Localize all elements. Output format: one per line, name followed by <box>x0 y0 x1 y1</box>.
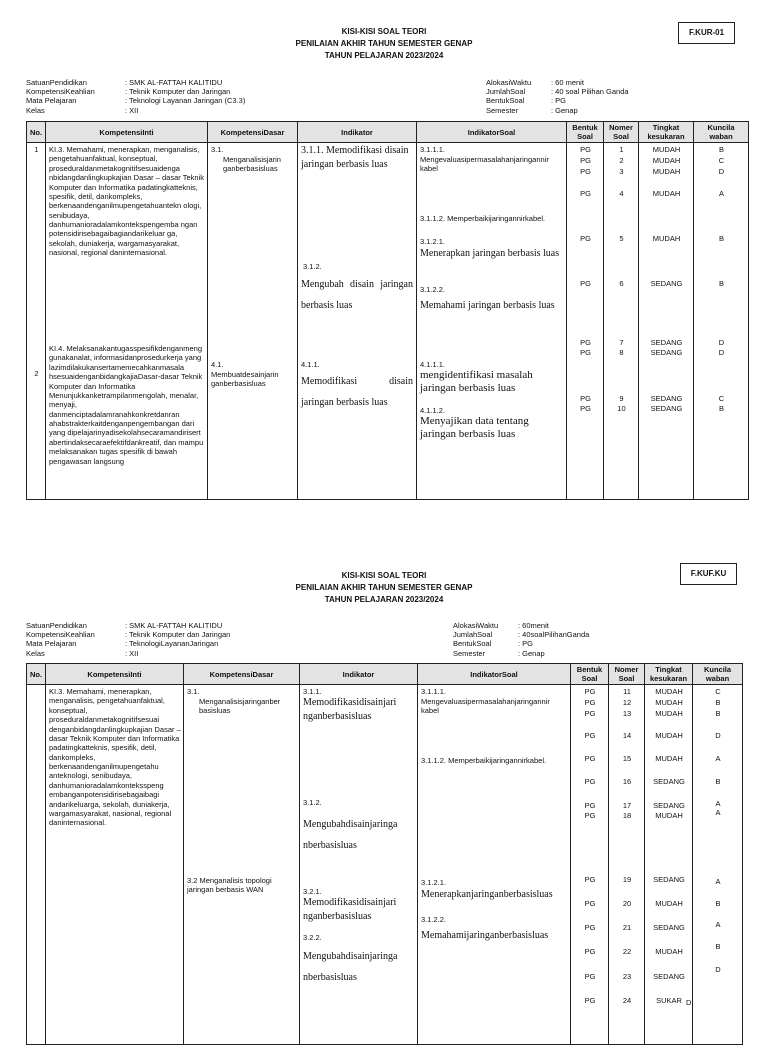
bentuk-soal: PG <box>580 338 591 347</box>
indikator-soal-number: 3.1.2.1. <box>421 878 447 887</box>
bentuk-soal: PG <box>584 996 596 1005</box>
meta-key: Kelas <box>26 105 45 115</box>
header-indikator: Indikator <box>298 122 417 143</box>
cell-kompetensi-dasar <box>208 143 298 500</box>
meta-value: : PG <box>518 639 534 649</box>
header-nomer-soal: Nomer Soal <box>609 664 645 685</box>
bentuk-soal: PG <box>580 167 591 176</box>
nomer-soal: 14 <box>622 731 632 740</box>
meta-row <box>486 87 629 96</box>
meta-row <box>26 96 245 105</box>
meta-row <box>486 96 629 105</box>
meta-value: : XII <box>125 648 139 658</box>
meta-right <box>486 78 629 115</box>
kunci-jawaban: A <box>715 920 721 929</box>
indikator-text: 3.1.1. Memodifikasi disain jaringan berbasis luas <box>301 145 409 170</box>
nomer-soal: 6 <box>619 279 624 288</box>
indikator-number: 3.2.2. <box>303 933 322 942</box>
nomer-soal: 10 <box>617 404 626 413</box>
nomer-soal: 16 <box>622 777 632 786</box>
meta-value: : SMK AL-FATTAH KALITIDU <box>125 78 223 87</box>
cell-bentuk-soal <box>571 685 609 1045</box>
tingkat-kesukaran: SEDANG <box>653 801 685 810</box>
meta-key: BentukSoal <box>486 96 525 106</box>
indikator-soal-number: 4.1.1.2. <box>420 406 446 415</box>
meta-value: : 60menit <box>518 621 549 630</box>
document-title <box>150 570 618 606</box>
tingkat-kesukaran: SEDANG <box>650 348 683 357</box>
cell-kompetensi-dasar <box>184 685 300 1045</box>
meta-value: : 60 menit <box>551 78 584 87</box>
tingkat-kesukaran: MUDAH <box>652 145 681 154</box>
meta-key: AlokasiWaktu <box>453 621 499 630</box>
kd-number: 3.1. <box>187 687 200 696</box>
bentuk-soal: PG <box>584 698 596 707</box>
indikator-text: Memodifikasidisainjari nganberbasisluas <box>303 897 397 922</box>
kd-text: Membuatdesainjarin ganberbasisluas <box>211 370 279 389</box>
nomer-soal: 15 <box>622 754 632 763</box>
title-line-3: TAHUN PELAJARAN 2023/2024 <box>324 595 444 604</box>
document-title <box>150 26 618 62</box>
meta-row <box>453 649 589 658</box>
meta-key: Semester <box>453 648 486 658</box>
row-number-1: 1 <box>34 145 39 154</box>
bentuk-soal: PG <box>584 777 596 786</box>
meta-row <box>26 621 230 630</box>
indikator-soal-text: Mengevaluasipermasalahanjaringannir kabel <box>421 697 550 716</box>
meta-value: : TeknologiLayananJaringan <box>125 639 219 649</box>
meta-key: JumlahSoal <box>453 630 493 640</box>
meta-value: : PG <box>551 96 567 106</box>
meta-row <box>486 106 629 115</box>
header-kompetensi-inti: KompetensiInti <box>46 664 184 685</box>
meta-left <box>26 78 245 115</box>
cell-nomer-soal <box>609 685 645 1045</box>
header-tingkat-kesukaran: Tingkat kesukaran <box>639 122 694 143</box>
meta-row <box>453 639 589 648</box>
bentuk-soal: PG <box>580 279 591 288</box>
nomer-soal: 13 <box>622 709 632 718</box>
indikator-soal-number: 3.1.2.1. <box>420 237 446 246</box>
header-no: No. <box>27 122 46 143</box>
indikator-text: Mengubahdisainjaringa nberbasisluas <box>303 951 398 983</box>
kd-text: 3.2 Menganalisis topologi jaringan berbasis WAN <box>187 876 272 895</box>
tingkat-kesukaran: MUDAH <box>655 709 683 718</box>
indikator-number: 3.1.2. <box>303 262 322 271</box>
kd-number: 4.1. <box>211 360 224 369</box>
cell-no <box>27 685 46 1045</box>
kunci-jawaban: D <box>718 348 725 357</box>
header-tingkat-kesukaran: Tingkat kesukaran <box>645 664 693 685</box>
bentuk-soal: PG <box>580 348 591 357</box>
bentuk-soal: PG <box>584 972 596 981</box>
indikator-soal-text: 3.1.1.2. Memperbaikijaringannirkabel. <box>420 214 546 223</box>
indikator-soal-text: Menerapkanjaringanberbasisluas <box>421 889 553 900</box>
cell-kompetensi-inti <box>46 143 208 500</box>
indikator-text: Mengubahdisainjaringa nberbasisluas <box>303 819 398 851</box>
kunci-jawaban: B <box>718 234 724 243</box>
bentuk-soal: PG <box>584 811 596 820</box>
kunci-jawaban: B <box>715 777 721 786</box>
indikator-number: 3.1.2. <box>303 798 322 807</box>
meta-key: AlokasiWaktu <box>486 78 532 87</box>
tingkat-kesukaran: SEDANG <box>650 394 683 403</box>
nomer-soal: 12 <box>622 698 632 707</box>
nomer-soal: 23 <box>622 972 632 981</box>
meta-value: : Teknologi Layanan Jaringan (C3.3) <box>125 96 246 106</box>
cell-indikator-soal <box>417 143 567 500</box>
indikator-soal-number: 3.1.1.1. <box>420 145 446 154</box>
kunci-jawaban: C <box>715 687 721 696</box>
tingkat-kesukaran: MUDAH <box>655 811 683 820</box>
table-header-row <box>27 122 749 143</box>
meta-value: : Teknik Komputer dan Jaringan <box>125 630 231 640</box>
meta-key: Mata Pelajaran <box>26 96 77 106</box>
kunci-jawaban: D <box>715 965 721 974</box>
bentuk-soal: PG <box>584 709 596 718</box>
meta-value: : Genap <box>551 105 578 115</box>
header-kunci-jawaban: Kuncila waban <box>693 664 743 685</box>
ki3-text: KI.3. Memahami, menerapkan, menganalisis, pengetahuanfaktual, konseptual, proseduraldanmetakognitifsesuai denganbidangdanlingkupkajian Dasar – dasar Teknik Komputer dan Informatika padatingkatteknis, spesifik, detil, dankompleks, berkenaandenganilmupengetahu anteknologi, senibudaya, danhumanioradalamkonteksspeng embanganpotensidirisebagaibagi andarikeluarga, sekolah, duniakerja, wargamasyarakat, nasional, regional daninternasional. <box>49 687 181 828</box>
cell-indikator-soal <box>418 685 571 1045</box>
bentuk-soal: PG <box>580 404 591 413</box>
meta-key: SatuanPendidikan <box>26 78 87 87</box>
title-line-3: TAHUN PELAJARAN 2023/2024 <box>324 51 444 60</box>
kunci-jawaban: C <box>718 156 725 165</box>
kunci-jawaban: B <box>715 942 721 951</box>
kunci-jawaban: A <box>715 754 721 763</box>
bentuk-soal: PG <box>584 754 596 763</box>
meta-value: : XII <box>125 105 139 115</box>
nomer-soal: 19 <box>622 875 632 884</box>
kd-number: 3.1. <box>211 145 224 154</box>
nomer-soal: 20 <box>622 899 632 908</box>
indikator-text: Mengubah disain jaringan berbasis luas <box>301 279 413 311</box>
kunci-jawaban: D <box>718 167 725 176</box>
meta-row <box>26 639 230 648</box>
bentuk-soal: PG <box>584 947 596 956</box>
kunci-jawaban: D <box>715 731 721 740</box>
title-line-2: PENILAIAN AKHIR TAHUN SEMESTER GENAP <box>295 39 473 48</box>
title-line-2: PENILAIAN AKHIR TAHUN SEMESTER GENAP <box>295 583 473 592</box>
meta-value: : 40soalPilihanGanda <box>518 630 590 640</box>
tingkat-kesukaran: MUDAH <box>652 167 681 176</box>
cell-nomer-soal <box>604 143 639 500</box>
indikator-soal-text: Menerapkan jaringan berbasis luas <box>420 248 560 259</box>
kunci-jawaban: D <box>686 998 692 1007</box>
indikator-soal-text: mengidentifikasi masalah jaringan berbasis luas <box>420 369 533 395</box>
tingkat-kesukaran: MUDAH <box>655 947 683 956</box>
kunci-jawaban: A <box>715 799 721 808</box>
nomer-soal: 18 <box>622 811 632 820</box>
nomer-soal: 17 <box>622 801 632 810</box>
bentuk-soal: PG <box>580 145 591 154</box>
header-kunci-jawaban: Kuncila waban <box>694 122 749 143</box>
cell-indikator <box>298 143 417 500</box>
indikator-soal-text: Menyajikan data tentang jaringan berbasis luas <box>420 415 529 441</box>
kunci-jawaban: B <box>718 404 724 413</box>
kunci-jawaban: C <box>718 394 725 403</box>
header-kompetensi-inti: KompetensiInti <box>46 122 208 143</box>
nomer-soal: 5 <box>619 234 624 243</box>
meta-value: : SMK AL-FATTAH KALITIDU <box>125 621 223 630</box>
bentuk-soal: PG <box>580 189 591 198</box>
kisi-kisi-table-1 <box>26 121 749 500</box>
cell-kunci-jawaban <box>694 143 749 500</box>
meta-key: BentukSoal <box>453 639 492 649</box>
meta-key: JumlahSoal <box>486 87 526 97</box>
meta-key: Kelas <box>26 648 45 658</box>
meta-key: Mata Pelajaran <box>26 639 77 649</box>
indikator-soal-number: 4.1.1.1. <box>420 360 446 369</box>
tingkat-kesukaran: MUDAH <box>652 234 681 243</box>
indikator-soal-text: 3.1.1.2. Memperbaikijaringannirkabel. <box>421 756 547 765</box>
cell-kunci-jawaban <box>686 685 743 1045</box>
header-no: No. <box>27 664 46 685</box>
indikator-number: 3.2.1. <box>303 887 322 896</box>
kd-text: Menganalisisjaringanber basisluas <box>199 697 281 716</box>
cell-tingkat-kesukaran <box>639 143 694 500</box>
kunci-jawaban: B <box>715 709 721 718</box>
tingkat-kesukaran: SEDANG <box>653 972 685 981</box>
header-bentuk-soal: Bentuk Soal <box>571 664 609 685</box>
bentuk-soal: PG <box>584 875 596 884</box>
indikator-number: 3.1.1. <box>303 687 322 696</box>
indikator-soal-number: 3.1.1.1. <box>421 687 447 696</box>
tingkat-kesukaran: MUDAH <box>655 899 683 908</box>
kunci-jawaban: A <box>718 189 724 198</box>
bentuk-soal: PG <box>584 899 596 908</box>
indikator-soal-text: Memahamijaringanberbasisluas <box>421 930 549 941</box>
meta-value: : Teknik Komputer dan Jaringan <box>125 87 231 97</box>
kunci-jawaban: D <box>718 338 725 347</box>
meta-key: SatuanPendidikan <box>26 621 87 630</box>
header-nomer-soal: Nomer Soal <box>604 122 639 143</box>
nomer-soal: 22 <box>622 947 632 956</box>
bentuk-soal: PG <box>580 234 591 243</box>
indikator-soal-text: Memahami jaringan berbasis luas <box>420 300 555 311</box>
tingkat-kesukaran: SEDANG <box>650 404 683 413</box>
tingkat-kesukaran: SEDANG <box>653 923 685 932</box>
tingkat-kesukaran: MUDAH <box>655 698 683 707</box>
cell-bentuk-soal <box>567 143 604 500</box>
meta-left <box>26 621 230 658</box>
tingkat-kesukaran: MUDAH <box>655 687 683 696</box>
cell-no <box>27 143 46 500</box>
header-bentuk-soal: Bentuk Soal <box>567 122 604 143</box>
meta-row <box>26 106 245 115</box>
meta-row <box>486 78 629 87</box>
header-indikator-soal: IndikatorSoal <box>417 122 567 143</box>
meta-row <box>453 621 589 630</box>
indikator-number: 4.1.1. <box>301 360 320 369</box>
meta-value: : Genap <box>518 648 545 658</box>
kunci-jawaban: B <box>718 279 724 288</box>
table-header-row <box>27 664 743 685</box>
nomer-soal: 9 <box>619 394 624 403</box>
nomer-soal: 7 <box>619 338 624 347</box>
tingkat-kesukaran: SEDANG <box>653 777 685 786</box>
indikator-text: Memodifikasi disain jaringan berbasis luas <box>301 376 413 408</box>
meta-row <box>26 630 230 639</box>
meta-key: Semester <box>486 105 519 115</box>
title-line-1: KISI-KISI SOAL TEORI <box>341 27 427 36</box>
nomer-soal: 24 <box>622 996 632 1005</box>
meta-row <box>453 630 589 639</box>
tingkat-kesukaran: SEDANG <box>650 338 683 347</box>
form-code-box: F.KUF.KU <box>680 563 737 585</box>
tingkat-kesukaran: MUDAH <box>655 754 683 763</box>
meta-row <box>26 649 230 658</box>
tingkat-kesukaran: MUDAH <box>655 731 683 740</box>
indikator-soal-text: Mengevaluasipermasalahanjaringannir kabel <box>420 155 549 174</box>
nomer-soal: 1 <box>619 145 624 154</box>
bentuk-soal: PG <box>580 156 591 165</box>
tingkat-kesukaran: SEDANG <box>653 875 685 884</box>
nomer-soal: 2 <box>619 156 624 165</box>
kunci-jawaban: A <box>715 808 721 817</box>
kunci-jawaban: B <box>718 145 724 154</box>
meta-right <box>453 621 589 658</box>
nomer-soal: 11 <box>623 687 631 696</box>
nomer-soal: 8 <box>619 348 624 357</box>
header-indikator-soal: IndikatorSoal <box>418 664 571 685</box>
meta-key: KompetensiKeahlian <box>26 630 95 640</box>
kd-text: Menganalisisjarin ganberbasisluas <box>223 155 281 174</box>
meta-row <box>26 78 245 87</box>
table-row <box>27 143 749 500</box>
nomer-soal: 4 <box>619 189 624 198</box>
tingkat-kesukaran: SUKAR <box>656 996 682 1005</box>
meta-key: KompetensiKeahlian <box>26 87 95 97</box>
table-row <box>27 685 743 1045</box>
tingkat-kesukaran: MUDAH <box>652 156 681 165</box>
indikator-text: Memodifikasidisainjari nganberbasisluas <box>303 697 397 722</box>
bentuk-soal: PG <box>584 687 596 696</box>
form-code-box: F.KUR-01 <box>678 22 735 44</box>
cell-kompetensi-inti <box>46 685 184 1045</box>
kunci-jawaban: B <box>715 698 721 707</box>
bentuk-soal: PG <box>584 801 596 810</box>
nomer-soal: 21 <box>622 923 632 932</box>
bentuk-soal: PG <box>584 923 596 932</box>
indikator-soal-number: 3.1.2.2. <box>420 285 446 294</box>
kunci-jawaban: B <box>715 899 721 908</box>
bentuk-soal: PG <box>580 394 591 403</box>
meta-value: : 40 soal Pilihan Ganda <box>551 87 629 97</box>
meta-row <box>26 87 245 96</box>
header-kompetensi-dasar: KompetensiDasar <box>184 664 300 685</box>
tingkat-kesukaran: MUDAH <box>652 189 681 198</box>
cell-indikator <box>300 685 418 1045</box>
indikator-soal-number: 3.1.2.2. <box>421 915 447 924</box>
bentuk-soal: PG <box>584 731 596 740</box>
header-indikator: Indikator <box>300 664 418 685</box>
ki3-text: KI.3. Memahami, menerapkan, menganalisis, pengetahuanfaktual, konseptual, proseduraldanmetakognitifsesuaidenga nbidangdanlingkupkajian Dasar – dasar Teknik Komputer dan Informatika padatingkatteknis, spesifik, detil, dankompleks, berkenaandenganilmupengetahuantekn ologi, senibudaya, danhumanioradalamkontekspengemba ngan potensidirisebagaibagiandarikeluar ga, sekolah, duniakerja, wargamasyarakat, nasional, regional daninternasional. <box>49 145 204 258</box>
ki4-text: KI.4. Melaksanakantugasspesifikdenganmeng gunakanalat, informasidanprosedurkerja yang lazimdilakukansertamemecahkanmasala hsesuaidenganbidangkajiaDasar-dasar Teknik Komputer dan Informatika Menunjukkanketrampilanmengolah, menalar, menyaji, danmenciptadalamranahkonkretdanran ahabstrakterkaitdenganpengembangan dari yang dipelajarinyadisekolahsecaramandirisert abertindaksecaraefektifdankreatif, dan mampu melaksanakan tugas spesifik di bawah pengawasan langsung <box>49 344 204 466</box>
header-kompetensi-dasar: KompetensiDasar <box>208 122 298 143</box>
cell-tingkat-kesukaran <box>645 685 693 1045</box>
kunci-jawaban: A <box>715 877 721 886</box>
row-number-2: 2 <box>34 369 39 378</box>
tingkat-kesukaran: SEDANG <box>650 279 683 288</box>
title-line-1: KISI-KISI SOAL TEORI <box>341 571 427 580</box>
nomer-soal: 3 <box>619 167 624 176</box>
kisi-kisi-table-2 <box>26 663 743 1045</box>
